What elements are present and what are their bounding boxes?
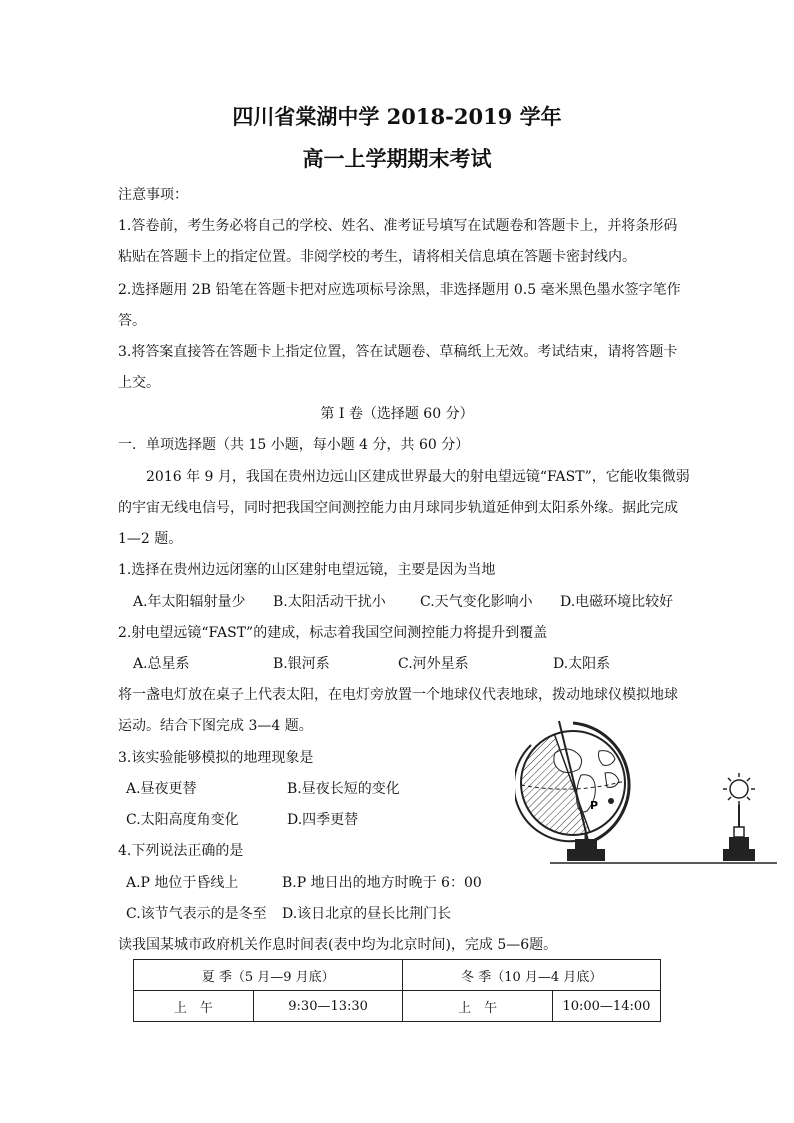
passage-line: 读我国某城市政府机关作息时间表(表中均为北京时间)，完成 5—6题。	[118, 937, 558, 953]
question-1-option-a: A.年太阳辐射量少	[133, 594, 246, 610]
question-2-option-b: B.银河系	[273, 656, 330, 672]
point-p-label: P	[590, 799, 599, 812]
notes-line: 答。	[118, 313, 146, 329]
notes-line: 2.选择题用 2B 铅笔在答题卡把对应选项标号涂黑，非选择题用 0.5 毫米黑色墨水签字笔作	[118, 282, 681, 298]
question-2-option-d: D.太阳系	[553, 656, 611, 672]
passage-line: 将一盏电灯放在桌子上代表太阳，在电灯旁放置一个地球仪代表地球，拨动地球仪模拟地球	[118, 687, 678, 703]
table-row	[134, 991, 661, 1022]
table-header-winter: 冬 季（10 月—4 月底）	[403, 960, 661, 991]
question-3-option-c: C.太阳高度角变化	[126, 812, 239, 828]
table-cell: 9:30—13:30	[253, 991, 403, 1022]
question-4-option-b: B.P 地日出的地方时晚于 6：00	[282, 875, 482, 891]
notes-line: 粘贴在答题卡上的指定位置。非阅学校的考生，请将相关信息填在答题卡密封线内。	[118, 249, 636, 265]
question-2-stem: 2.射电望远镜“FAST”的建成，标志着我国空间测控能力将提升到覆盖	[118, 625, 548, 641]
question-4-option-c: C.该节气表示的是冬至	[126, 906, 267, 922]
question-3-option-d: D.四季更替	[287, 812, 359, 828]
table-cell: 10:00—14:00	[552, 991, 660, 1022]
question-3-stem: 3.该实验能够模拟的地理现象是	[118, 750, 314, 766]
passage-line: 2016 年 9 月，我国在贵州边远山区建成世界最大的射电望远镜“FAST”，它能收集微弱	[146, 469, 690, 485]
question-3-option-b: B.昼夜长短的变化	[287, 781, 400, 797]
part-heading: 一．单项选择题（共 15 小题，每小题 4 分，共 60 分）	[118, 437, 470, 453]
question-2-option-a: A.总星系	[133, 656, 190, 672]
globe-lamp-figure	[515, 715, 785, 873]
passage-line: 运动。结合下图完成 3—4 题。	[118, 718, 313, 734]
question-1-stem: 1.选择在贵州边远闭塞的山区建射电望远镜，主要是因为当地	[118, 562, 496, 578]
question-1-option-c: C.天气变化影响小	[420, 594, 533, 610]
question-4-option-d: D.该日北京的昼长比荆门长	[282, 906, 452, 922]
sun-lamp-icon	[730, 780, 748, 798]
exam-title-line2: 高一上学期期末考试	[302, 146, 492, 171]
passage-line: 1—2 题。	[118, 531, 183, 547]
table-cell: 上 午	[134, 991, 254, 1022]
notes-heading: 注意事项：	[118, 187, 188, 203]
table-cell: 上 午	[403, 991, 552, 1022]
question-4-stem: 4.下列说法正确的是	[118, 843, 244, 859]
exam-title-line1: 四川省棠湖中学 2018-2019 学年	[232, 104, 562, 129]
question-2-option-c: C.河外星系	[398, 656, 469, 672]
table-header-row	[134, 960, 661, 991]
passage-line: 的宇宙无线电信号，同时把我国空间测控能力由月球同步轨道延伸到太阳系外缘。据此完成	[118, 500, 678, 516]
schedule-table	[133, 959, 661, 1022]
lamp	[723, 773, 755, 861]
question-4-option-a: A.P 地位于昏线上	[126, 875, 239, 891]
question-1-option-d: D.电磁环境比较好	[560, 594, 674, 610]
table-header-summer: 夏 季（5 月—9 月底）	[134, 960, 403, 991]
question-3-option-a: A.昼夜更替	[126, 781, 197, 797]
notes-line: 3.将答案直接答在答题卡上指定位置，答在试题卷、草稿纸上无效。考试结束，请将答题卡	[118, 344, 678, 360]
notes-line: 1.答卷前，考生务必将自己的学校、姓名、准考证号填写在试题卷和答题卡上，并将条形码	[118, 218, 678, 234]
question-1-option-b: B.太阳活动干扰小	[273, 594, 386, 610]
section-title: 第 I 卷（选择题 60 分）	[320, 406, 474, 422]
notes-line: 上交。	[118, 375, 160, 391]
